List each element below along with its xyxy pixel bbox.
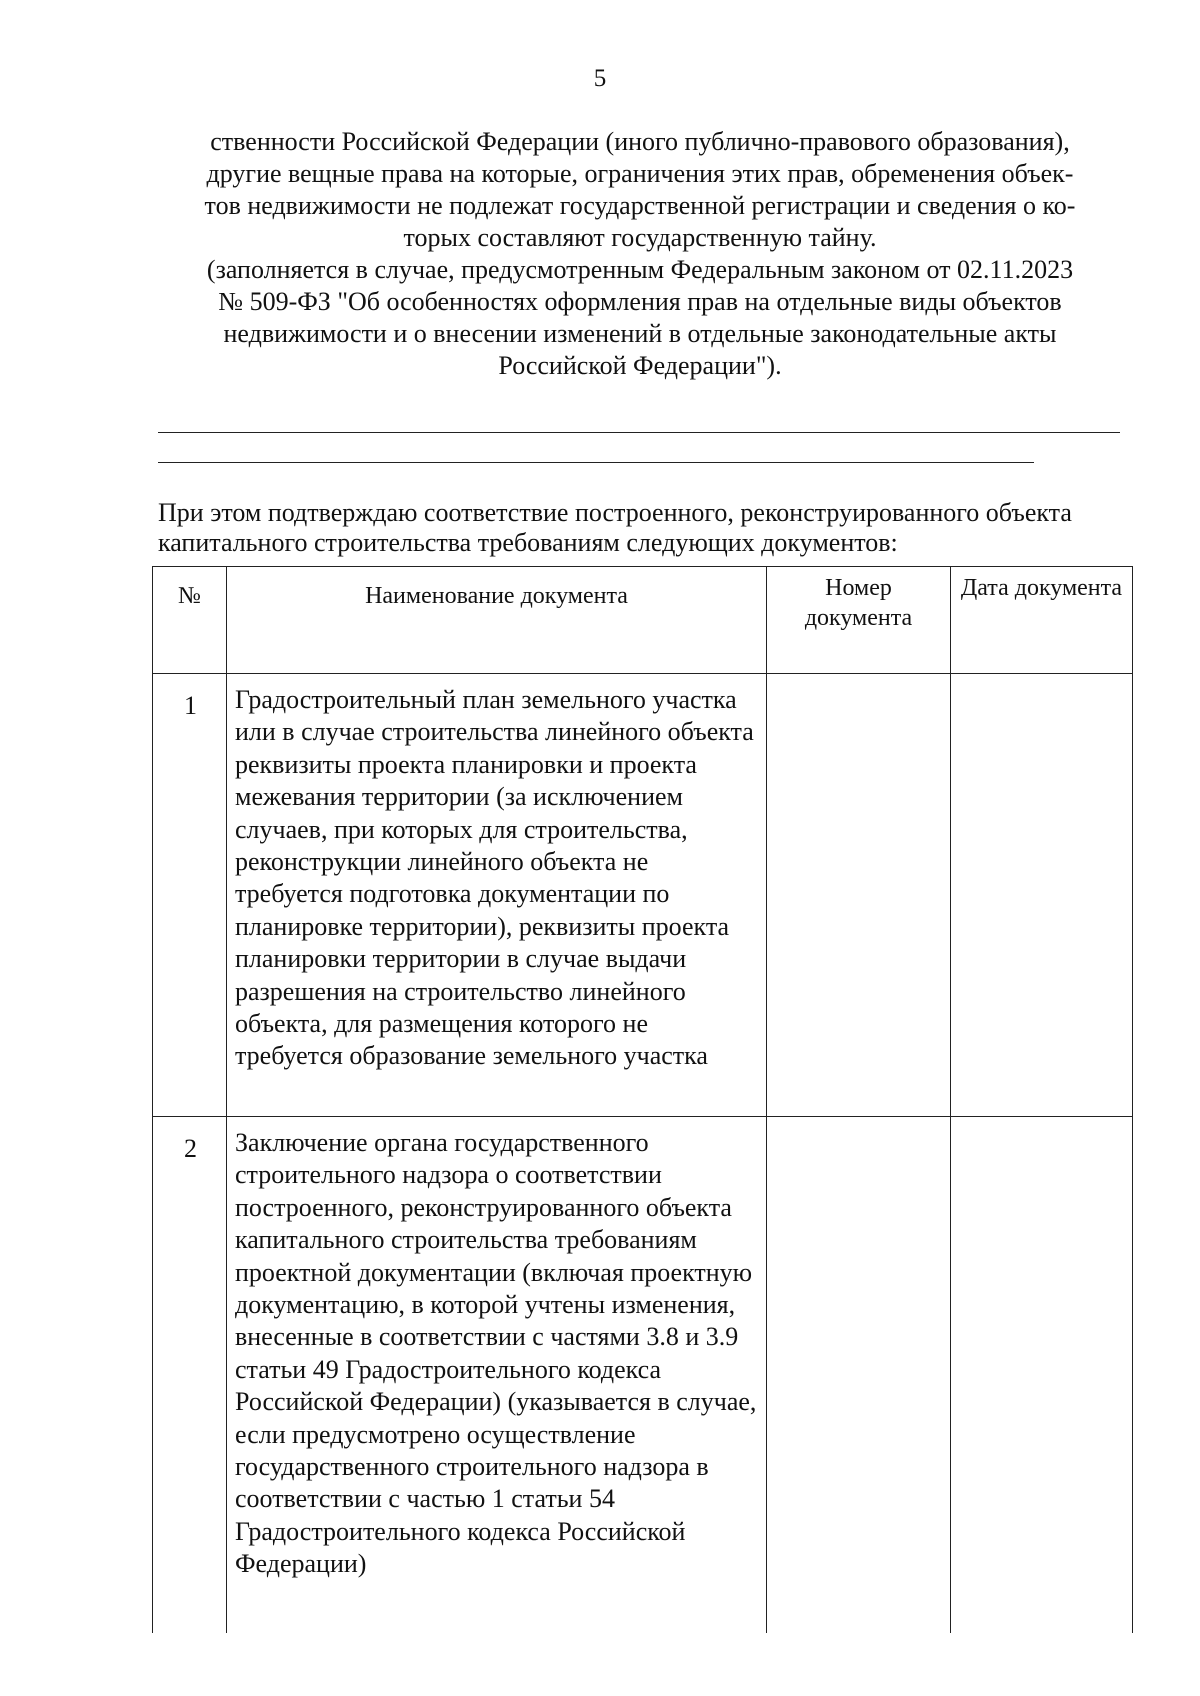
intro-line: (заполняется в случае, предусмотренным Федеральным законом от 02.11.2023 bbox=[206, 255, 1074, 284]
blank-fill-line bbox=[158, 462, 1034, 463]
intro-line: № 509-ФЗ "Об особенностях оформления прав на отдельные виды объектов bbox=[218, 287, 1062, 316]
header-document-date: Дата документа bbox=[951, 567, 1133, 674]
intro-line: торых составляют государственную тайну. bbox=[403, 223, 877, 252]
header-document-name: Наименование документа bbox=[227, 567, 767, 674]
documents-table bbox=[152, 566, 1133, 1633]
blank-fill-line bbox=[158, 432, 1120, 433]
table-row bbox=[153, 1117, 1133, 1634]
row-document-date bbox=[951, 1117, 1133, 1634]
intro-paragraph bbox=[150, 126, 1130, 382]
table-header-row bbox=[153, 567, 1133, 674]
page-number: 5 bbox=[593, 65, 607, 92]
row-num: 2 bbox=[153, 1117, 227, 1634]
row-document-name: Градостроительный план земельного участка или в случае строительства линейного объекта реквизиты проекта планировки и проекта межевания территории (за исключением случаев, при которых для строительства, реконструкции линейного объекта не требуется подготовка документации по планировке территории), реквизиты проекта планировки территории в случае выдачи разрешения на строительство линейного объекта, для размещения которого не требуется образование земельного участка bbox=[227, 674, 767, 1117]
intro-line: ственности Российской Федерации (иного публично-правового образования), bbox=[210, 127, 1070, 156]
row-document-date bbox=[951, 674, 1133, 1117]
row-document-number bbox=[767, 674, 951, 1117]
row-document-name: Заключение органа государственного строительного надзора о соответствии построенного, реконструированного объекта капитального строительства требованиям проектной документации (включая проектную документацию, в которой учтены изменения, внесенные в соответствии с частями 3.8 и 3.9 статьи 49 Градостроительного кодекса Российской Федерации) (указывается в случае, если предусмотрено осуществление государственного строительного надзора в соответствии с частью 1 статьи 54 Градостроительного кодекса Российской Федерации) bbox=[227, 1117, 767, 1634]
intro-line: тов недвижимости не подлежат государственной регистрации и сведения о ко- bbox=[204, 191, 1076, 220]
intro-line: другие вещные права на которые, ограничения этих прав, обременения объек- bbox=[206, 159, 1074, 188]
confirmation-text: При этом подтверждаю соответствие построенного, реконструированного объекта капитального строительства требованиям следующих документов: bbox=[158, 498, 1072, 557]
intro-line: недвижимости и о внесении изменений в отдельные законодательные акты bbox=[223, 319, 1057, 348]
intro-line: Российской Федерации"). bbox=[498, 351, 782, 380]
header-document-number: Номер документа bbox=[767, 567, 951, 674]
row-document-number bbox=[767, 1117, 951, 1634]
row-num: 1 bbox=[153, 674, 227, 1117]
table-row bbox=[153, 674, 1133, 1117]
header-num: № bbox=[153, 567, 227, 674]
